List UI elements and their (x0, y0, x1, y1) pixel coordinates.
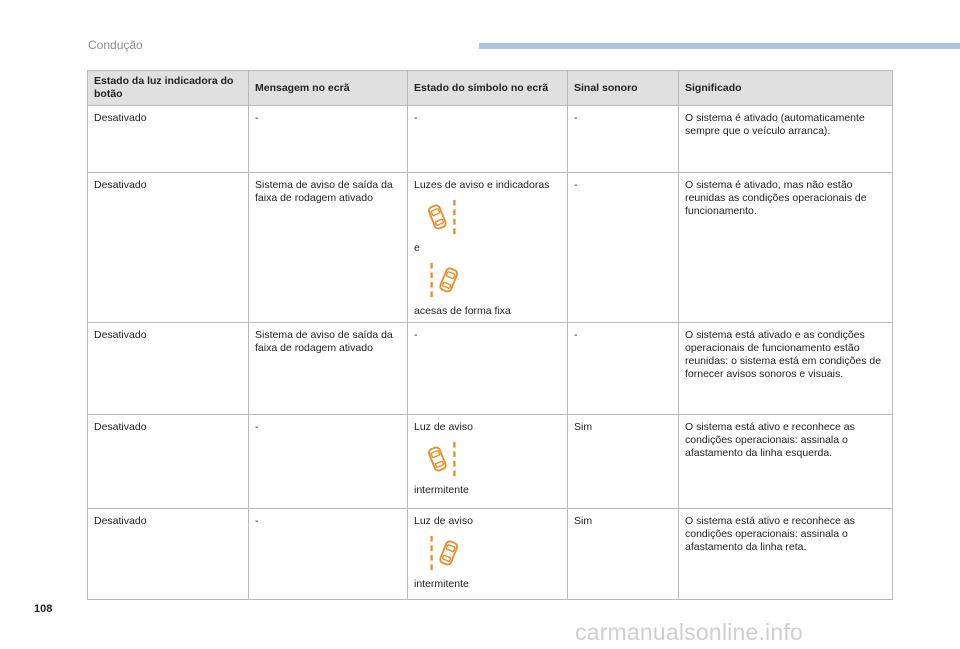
table-row (88, 323, 893, 415)
column-header-meaning: Significado (679, 71, 893, 106)
meaning-cell: O sistema está ativo e reconhece as condições operacionais: assinala o afastamento da linha reta. (679, 509, 893, 600)
sound-signal-cell: Sim (568, 509, 679, 600)
lane-departure-status-table (87, 70, 893, 600)
meaning-cell: O sistema é ativado, mas não estão reunidas as condições operacionais de funcionamento. (679, 173, 893, 323)
screen-message-cell: - (249, 415, 408, 509)
lane-departure-right-icon (424, 261, 462, 299)
section-header-bar (479, 43, 960, 49)
table-row (88, 106, 893, 173)
section-title: Condução (88, 38, 143, 52)
symbol-text: Luz de aviso (414, 515, 473, 527)
indicator-state-cell: Desativado (88, 323, 249, 415)
symbol-state-cell (408, 509, 568, 600)
sound-signal-cell: - (568, 323, 679, 415)
page-number: 108 (34, 603, 53, 615)
meaning-cell: O sistema é ativado (automaticamente sempre que o veículo arranca). (679, 106, 893, 173)
symbol-text: intermitente (414, 578, 469, 590)
column-header-symbol-state: Estado do símbolo no ecrã (408, 71, 568, 106)
symbol-text: Luz de aviso (414, 421, 473, 433)
sound-signal-cell: - (568, 173, 679, 323)
screen-message-cell: Sistema de aviso de saída da faixa de rodagem ativado (249, 323, 408, 415)
column-header-screen-message: Mensagem no ecrã (249, 71, 408, 106)
column-header-indicator-state: Estado da luz indicadora do botão (88, 71, 249, 106)
table-header-row (88, 71, 893, 106)
lane-departure-left-icon (424, 198, 462, 236)
screen-message-cell: Sistema de aviso de saída da faixa de rodagem ativado (249, 173, 408, 323)
sound-signal-cell: - (568, 106, 679, 173)
indicator-state-cell: Desativado (88, 509, 249, 600)
screen-message-cell: - (249, 106, 408, 173)
lane-departure-left-icon (424, 440, 462, 478)
symbol-state-cell: - (408, 323, 568, 415)
symbol-text: Luzes de aviso e indicadoras (414, 179, 550, 191)
watermark: carmanualsonline.info (575, 619, 803, 645)
meaning-cell: O sistema está ativo e reconhece as condições operacionais: assinala o afastamento da linha esquerda. (679, 415, 893, 509)
table-row (88, 173, 893, 323)
indicator-state-cell: Desativado (88, 173, 249, 323)
table-row (88, 415, 893, 509)
indicator-state-cell: Desativado (88, 415, 249, 509)
screen-message-cell: - (249, 509, 408, 600)
table-row (88, 509, 893, 600)
symbol-text: e (414, 242, 420, 254)
symbol-state-cell (408, 415, 568, 509)
indicator-state-cell: Desativado (88, 106, 249, 173)
meaning-cell: O sistema está ativado e as condições operacionais de funcionamento estão reunidas: o sistema está em condições de fornecer avisos sonoros e visuais. (679, 323, 893, 415)
lane-departure-right-icon (424, 534, 462, 572)
sound-signal-cell: Sim (568, 415, 679, 509)
column-header-sound-signal: Sinal sonoro (568, 71, 679, 106)
symbol-text: intermitente (414, 484, 469, 496)
symbol-state-cell: - (408, 106, 568, 173)
symbol-state-cell (408, 173, 568, 323)
symbol-text: acesas de forma fixa (414, 305, 511, 317)
